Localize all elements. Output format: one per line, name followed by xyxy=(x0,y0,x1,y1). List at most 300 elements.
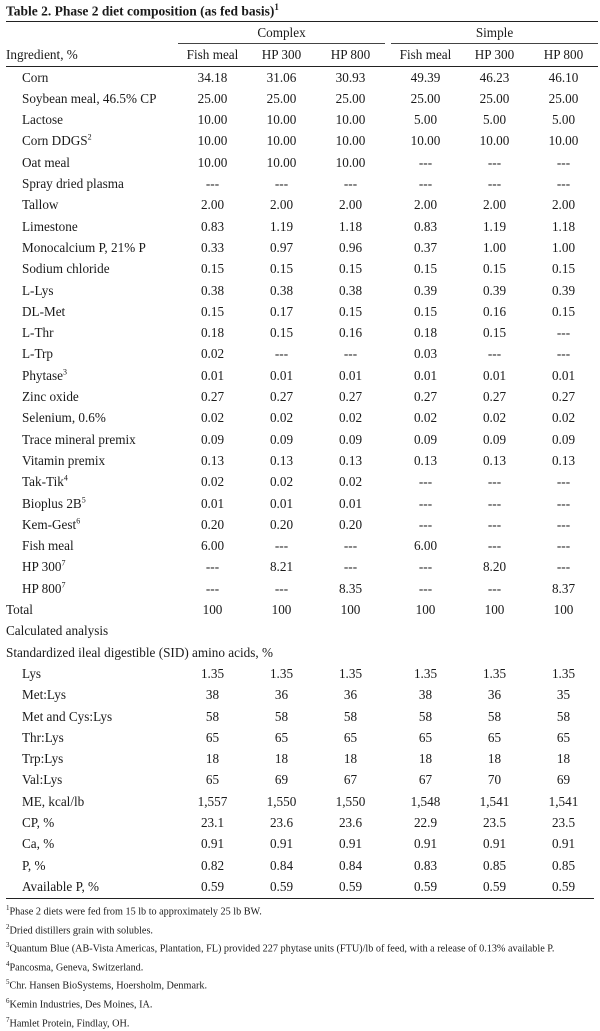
row-label: HP $800^7$ xyxy=(22,580,66,596)
table-cell: 0.84 xyxy=(269,857,294,873)
table-cell: 25.00 xyxy=(266,90,297,106)
table-cell: 0.01 xyxy=(338,495,363,511)
table-cell: 0.15 xyxy=(269,325,294,341)
table-row xyxy=(6,748,598,769)
row-label: Fish meal xyxy=(22,538,74,554)
table-cell: 31.06 xyxy=(266,69,297,85)
table-cell: 58 xyxy=(487,708,502,724)
table-cell: 23.6 xyxy=(269,814,294,830)
table-cell: 0.59 xyxy=(338,878,363,894)
table-row xyxy=(6,514,598,535)
table-cell: 0.15 xyxy=(200,261,225,277)
table-cell: --- xyxy=(418,516,433,532)
table-cell: --- xyxy=(274,538,289,554)
row-label: Corn DDGS$^2$ xyxy=(22,133,92,149)
table-cell: 0.91 xyxy=(200,836,225,852)
table-cell: --- xyxy=(487,516,502,532)
table-row xyxy=(6,301,598,322)
table-cell: 0.18 xyxy=(413,325,438,341)
table-cell: 0.16 xyxy=(482,303,507,319)
table-cell: 38 xyxy=(418,687,433,703)
table-row xyxy=(6,429,598,450)
table-cell: 1,550 xyxy=(266,793,297,809)
table-cell: --- xyxy=(418,495,433,511)
table-cell: 65 xyxy=(274,729,289,745)
table-cell: 0.39 xyxy=(482,282,507,298)
table-cell: 0.20 xyxy=(269,516,294,532)
table-cell: 2.00 xyxy=(551,197,576,213)
table-cell: 0.09 xyxy=(413,431,438,447)
row-label: Phytase$^3$ xyxy=(22,367,68,383)
table-cell: 0.13 xyxy=(482,452,507,468)
table-cell: 1.35 xyxy=(551,665,576,681)
table-cell: 49.39 xyxy=(410,69,441,85)
table-cell: 0.15 xyxy=(200,303,225,319)
table-row xyxy=(6,237,598,258)
table-row xyxy=(6,599,598,620)
row-label: Zinc oxide xyxy=(22,389,79,405)
table-cell: 25.00 xyxy=(335,90,366,106)
table-row xyxy=(6,727,598,748)
column-header-row xyxy=(6,44,598,66)
table-cell: 0.59 xyxy=(482,878,507,894)
table-cell: --- xyxy=(556,495,571,511)
table-cell: 0.01 xyxy=(269,367,294,383)
table-cell: 1.18 xyxy=(338,218,363,234)
table-row xyxy=(6,706,598,727)
table-cell: --- xyxy=(418,176,433,192)
table-cell: 65 xyxy=(556,729,571,745)
row-label: Oat meal xyxy=(22,154,70,170)
table-cell: 1,557 xyxy=(197,793,228,809)
table-cell: 18 xyxy=(418,751,433,767)
row-label: HP $300^7$ xyxy=(22,559,66,575)
table-cell: 65 xyxy=(343,729,358,745)
col-header: HP 300 xyxy=(460,44,529,66)
row-label: P, % xyxy=(22,857,46,873)
table-cell: --- xyxy=(343,346,358,362)
table-cell: 0.27 xyxy=(551,389,576,405)
row-label: Vitamin premix xyxy=(22,452,106,468)
table-cell: 0.02 xyxy=(269,410,294,426)
table-cell: 23.6 xyxy=(338,814,363,830)
table-row xyxy=(6,130,598,151)
table-cell: --- xyxy=(556,325,571,341)
table-cell: 0.15 xyxy=(551,303,576,319)
row-label: Met and Cys:Lys xyxy=(22,708,113,724)
table-cell: 0.38 xyxy=(269,282,294,298)
table-cell: 23.5 xyxy=(551,814,576,830)
footnote: $^1$Phase 2 diets were fed from 15 lb to approximately 25 lb BW. xyxy=(6,904,262,918)
table-cell: --- xyxy=(418,154,433,170)
sid-heading-text: Standardized ileal digestible (SID) amino acids, % xyxy=(6,644,273,660)
col-header: HP 300 xyxy=(247,44,316,66)
table-cell: 0.20 xyxy=(338,516,363,532)
table-row xyxy=(6,194,598,215)
table-cell: 0.27 xyxy=(482,389,507,405)
table-row xyxy=(6,450,598,471)
table-cell: 0.02 xyxy=(338,410,363,426)
table-cell: 65 xyxy=(418,729,433,745)
table-cell: --- xyxy=(418,559,433,575)
table-cell: 0.82 xyxy=(200,857,225,873)
table-cell: --- xyxy=(274,580,289,596)
table-cell: 6.00 xyxy=(413,538,438,554)
table-cell: 0.01 xyxy=(551,367,576,383)
table-cell: 35 xyxy=(556,687,571,703)
table-cell: 0.96 xyxy=(338,239,363,255)
table-row xyxy=(6,556,598,577)
row-label: Trp:Lys xyxy=(22,751,64,767)
table-row xyxy=(6,322,598,343)
sid-heading xyxy=(6,642,598,663)
table-cell: 46.10 xyxy=(548,69,579,85)
table-cell: --- xyxy=(556,176,571,192)
table-cell: 18 xyxy=(274,751,289,767)
table-cell: 10.00 xyxy=(197,133,228,149)
table-cell: 0.09 xyxy=(200,431,225,447)
table-cell: 2.00 xyxy=(413,197,438,213)
table-cell: 10.00 xyxy=(410,133,441,149)
table-cell: 0.02 xyxy=(551,410,576,426)
table-cell: 5.00 xyxy=(413,112,438,128)
table-cell: 0.15 xyxy=(338,261,363,277)
table-row xyxy=(6,855,598,876)
footnotes xyxy=(6,898,594,1031)
table-cell: --- xyxy=(556,559,571,575)
table-cell: 0.16 xyxy=(338,325,363,341)
table-cell: 1.19 xyxy=(269,218,294,234)
table-cell: 36 xyxy=(274,687,289,703)
table-cell: 0.13 xyxy=(338,452,363,468)
table-cell: 10.00 xyxy=(266,112,297,128)
table-cell: --- xyxy=(418,580,433,596)
table-cell: 25.00 xyxy=(548,90,579,106)
table-cell: --- xyxy=(418,474,433,490)
row-label: Tallow xyxy=(22,197,59,213)
col-header: Fish meal xyxy=(391,44,460,66)
table-cell: 0.15 xyxy=(269,261,294,277)
table-cell: 58 xyxy=(205,708,220,724)
row-label: L-Lys xyxy=(22,282,54,298)
table-cell: 0.18 xyxy=(200,325,225,341)
row-label: Available P, % xyxy=(22,878,100,894)
row-label: Val:Lys xyxy=(22,772,63,788)
table-cell: 25.00 xyxy=(410,90,441,106)
table-cell: --- xyxy=(487,154,502,170)
table-cell: 0.91 xyxy=(269,836,294,852)
table-cell: --- xyxy=(274,346,289,362)
table-row xyxy=(6,407,598,428)
table-cell: 0.38 xyxy=(338,282,363,298)
table-cell: --- xyxy=(343,538,358,554)
row-label: CP, % xyxy=(22,814,55,830)
table-cell: 10.00 xyxy=(479,133,510,149)
table-cell: 0.09 xyxy=(338,431,363,447)
table-cell: 0.01 xyxy=(482,367,507,383)
table-cell: 65 xyxy=(205,729,220,745)
table-cell: 65 xyxy=(487,729,502,745)
table-cell: 100 xyxy=(484,602,505,618)
table-cell: 0.84 xyxy=(338,857,363,873)
table-row xyxy=(6,684,598,705)
table-cell: 2.00 xyxy=(482,197,507,213)
table-cell: 0.02 xyxy=(413,410,438,426)
table-cell: 0.09 xyxy=(269,431,294,447)
row-label: DL-Met xyxy=(22,303,66,319)
table-cell: 0.02 xyxy=(200,474,225,490)
table-cell: --- xyxy=(487,176,502,192)
table-cell: 69 xyxy=(274,772,289,788)
table-cell: 25.00 xyxy=(197,90,228,106)
table-cell: --- xyxy=(487,580,502,596)
table-cell: 1.18 xyxy=(551,218,576,234)
table-cell: 1,548 xyxy=(410,793,441,809)
table-cell: 65 xyxy=(205,772,220,788)
row-label: Thr:Lys xyxy=(22,729,64,745)
table-cell: 2.00 xyxy=(338,197,363,213)
table-cell: 0.02 xyxy=(482,410,507,426)
row-label: Spray dried plasma xyxy=(22,176,124,192)
table-row xyxy=(6,876,598,897)
table-cell: 100 xyxy=(340,602,361,618)
table-cell: 18 xyxy=(556,751,571,767)
table-cell: 1.35 xyxy=(413,665,438,681)
table-cell: --- xyxy=(556,516,571,532)
footnote: $^7$Hamlet Protein, Findlay, OH. xyxy=(6,1015,130,1029)
table-cell: 23.5 xyxy=(482,814,507,830)
table-cell: --- xyxy=(487,346,502,362)
row-label: Kem-Gest$^6$ xyxy=(22,516,81,532)
footnote: $^4$Pancosma, Geneva, Switzerland. xyxy=(6,959,144,974)
table-cell: 8.20 xyxy=(482,559,507,575)
table-cell: 1.00 xyxy=(482,239,507,255)
table-cell: 10.00 xyxy=(335,154,366,170)
table-row xyxy=(6,471,598,492)
table-row xyxy=(6,493,598,514)
table-cell: 25.00 xyxy=(479,90,510,106)
table-cell: 0.15 xyxy=(482,325,507,341)
table-cell: 0.83 xyxy=(413,857,438,873)
table-cell: 100 xyxy=(415,602,436,618)
table-cell: 0.91 xyxy=(482,836,507,852)
row-label: Corn xyxy=(22,69,49,85)
table-cell: 8.35 xyxy=(338,580,363,596)
table-cell: --- xyxy=(556,538,571,554)
table-cell: 1.35 xyxy=(269,665,294,681)
table-cell: 10.00 xyxy=(266,133,297,149)
table-cell: 1.35 xyxy=(200,665,225,681)
table-row xyxy=(6,280,598,301)
table-cell: 0.13 xyxy=(200,452,225,468)
diet-composition-table xyxy=(6,21,598,897)
table-cell: 0.02 xyxy=(269,474,294,490)
table-cell: 58 xyxy=(418,708,433,724)
table-cell: 10.00 xyxy=(548,133,579,149)
footnote: $^5$Chr. Hansen BioSystems, Hoersholm, Denmark. xyxy=(6,978,208,992)
table-cell: 58 xyxy=(274,708,289,724)
table-cell: 10.00 xyxy=(197,154,228,170)
table-row xyxy=(6,833,598,854)
table-row xyxy=(6,173,598,194)
table-row xyxy=(6,258,598,279)
row-label: Ca, % xyxy=(22,836,55,852)
table-cell: --- xyxy=(274,176,289,192)
table-row xyxy=(6,578,598,599)
table-cell: 0.59 xyxy=(200,878,225,894)
table-cell: 0.27 xyxy=(413,389,438,405)
row-label: L-Trp xyxy=(22,346,54,362)
table-cell: 1,541 xyxy=(548,793,579,809)
table-cell: 1.35 xyxy=(338,665,363,681)
table-cell: 0.27 xyxy=(200,389,225,405)
table-cell: 34.18 xyxy=(197,69,228,85)
table-cell: 30.93 xyxy=(335,69,366,85)
table-cell: --- xyxy=(205,559,220,575)
table-cell: 0.91 xyxy=(338,836,363,852)
row-label: Selenium, 0.6% xyxy=(22,410,106,426)
table-cell: 18 xyxy=(487,751,502,767)
group-simple: Simple xyxy=(391,22,598,44)
table-cell: 22.9 xyxy=(413,814,438,830)
table-cell: 46.23 xyxy=(479,69,510,85)
table-cell: 100 xyxy=(553,602,574,618)
table-cell: 1.19 xyxy=(482,218,507,234)
table-cell: 0.83 xyxy=(413,218,438,234)
col-header: Fish meal xyxy=(178,44,247,66)
table-cell: 0.13 xyxy=(413,452,438,468)
table-cell: 0.59 xyxy=(551,878,576,894)
table-cell: 36 xyxy=(487,687,502,703)
table-cell: 23.1 xyxy=(200,814,225,830)
table-cell: --- xyxy=(487,474,502,490)
table-cell: 2.00 xyxy=(200,197,225,213)
row-label: Total xyxy=(6,602,33,618)
table-cell: 10.00 xyxy=(335,133,366,149)
table-cell: 5.00 xyxy=(482,112,507,128)
table-cell: 10.00 xyxy=(335,112,366,128)
table-cell: 36 xyxy=(343,687,358,703)
table-cell: 0.01 xyxy=(269,495,294,511)
table-cell: 0.85 xyxy=(551,857,576,873)
table-cell: 0.09 xyxy=(551,431,576,447)
table-cell: 0.91 xyxy=(413,836,438,852)
table-cell: --- xyxy=(205,176,220,192)
group-header-row xyxy=(6,22,598,44)
table-cell: --- xyxy=(343,559,358,575)
row-label: L-Thr xyxy=(22,325,54,341)
row-label: Trace mineral premix xyxy=(22,431,136,447)
table-cell: 1,550 xyxy=(335,793,366,809)
footnote: $^3$Quantum Blue (AB-Vista Americas, Plantation, FL) provided 227 phytase units (FTU)/lb of feed, with a release of 0.13% available P. xyxy=(6,941,555,955)
table-cell: 0.83 xyxy=(200,218,225,234)
footnote: $^2$Dried distillers grain with solubles. xyxy=(6,922,153,936)
table-cell: 100 xyxy=(271,602,292,618)
row-label: Sodium chloride xyxy=(22,261,110,277)
row-label: Lactose xyxy=(22,112,64,128)
col-header: HP 800 xyxy=(529,44,598,66)
table-cell: 70 xyxy=(487,772,502,788)
table-cell: 0.03 xyxy=(413,346,438,362)
table-cell: 0.27 xyxy=(269,389,294,405)
table-cell: 0.15 xyxy=(551,261,576,277)
table-cell: 0.09 xyxy=(482,431,507,447)
table-cell: 6.00 xyxy=(200,538,225,554)
table-cell: 8.21 xyxy=(269,559,294,575)
table-cell: 5.00 xyxy=(551,112,576,128)
row-label: Tak-Tik$^4$ xyxy=(22,473,68,490)
table-cell: 18 xyxy=(343,751,358,767)
row-label: Monocalcium P, 21% P xyxy=(22,239,146,255)
table-cell: 0.02 xyxy=(200,410,225,426)
table-cell: 8.37 xyxy=(551,580,576,596)
calculated-analysis-heading xyxy=(6,620,598,641)
row-label: Soybean meal, 46.5% CP xyxy=(22,90,157,106)
table-row xyxy=(6,152,598,173)
table-row xyxy=(6,663,598,684)
calculated-analysis-heading-text: Calculated analysis xyxy=(6,623,109,639)
row-label: ME, kcal/lb xyxy=(22,793,85,809)
row-label: Met:Lys xyxy=(22,687,66,703)
table-cell: 0.20 xyxy=(200,516,225,532)
table-cell: 0.15 xyxy=(413,303,438,319)
table-cell: 100 xyxy=(202,602,223,618)
table-cell: 0.37 xyxy=(413,239,438,255)
table-cell: 67 xyxy=(343,772,358,788)
table-row xyxy=(6,365,598,386)
table-cell: 0.97 xyxy=(269,239,294,255)
table-title: Table 2. Phase 2 diet composition (as fed basis)$^1$ xyxy=(6,2,279,19)
table-cell: 0.33 xyxy=(200,239,225,255)
table-row xyxy=(6,535,598,556)
row-label: Bioplus $2B^5$ xyxy=(22,495,86,511)
table-cell: 58 xyxy=(343,708,358,724)
table-cell: 0.15 xyxy=(413,261,438,277)
table-cell: 0.15 xyxy=(482,261,507,277)
table-row xyxy=(6,216,598,237)
table-cell: 0.17 xyxy=(269,303,294,319)
table-row xyxy=(6,386,598,407)
col-header: HP 800 xyxy=(316,44,385,66)
table-cell: 0.15 xyxy=(338,303,363,319)
table-cell: 0.02 xyxy=(338,474,363,490)
row-label: Lys xyxy=(22,665,42,681)
row-label: Limestone xyxy=(22,218,78,234)
table-cell: 0.85 xyxy=(482,857,507,873)
table-cell: 2.00 xyxy=(269,197,294,213)
table-row xyxy=(6,343,598,364)
table-cell: 0.01 xyxy=(413,367,438,383)
table-cell: 0.27 xyxy=(338,389,363,405)
table-cell: 0.13 xyxy=(551,452,576,468)
table-row xyxy=(6,88,598,109)
table-cell: 0.01 xyxy=(338,367,363,383)
table-cell: 0.39 xyxy=(551,282,576,298)
table-cell: --- xyxy=(487,538,502,554)
table-cell: 0.59 xyxy=(413,878,438,894)
table-cell: --- xyxy=(205,580,220,596)
table-cell: 69 xyxy=(556,772,571,788)
table-cell: 0.59 xyxy=(269,878,294,894)
table-row xyxy=(6,109,598,130)
table-cell: 1.00 xyxy=(551,239,576,255)
table-cell: 38 xyxy=(205,687,220,703)
table-row xyxy=(6,812,598,833)
table-cell: --- xyxy=(343,176,358,192)
table-row xyxy=(6,66,598,88)
footnote: $^6$Kemin Industries, Des Moines, IA. xyxy=(6,996,153,1011)
table-cell: 0.13 xyxy=(269,452,294,468)
